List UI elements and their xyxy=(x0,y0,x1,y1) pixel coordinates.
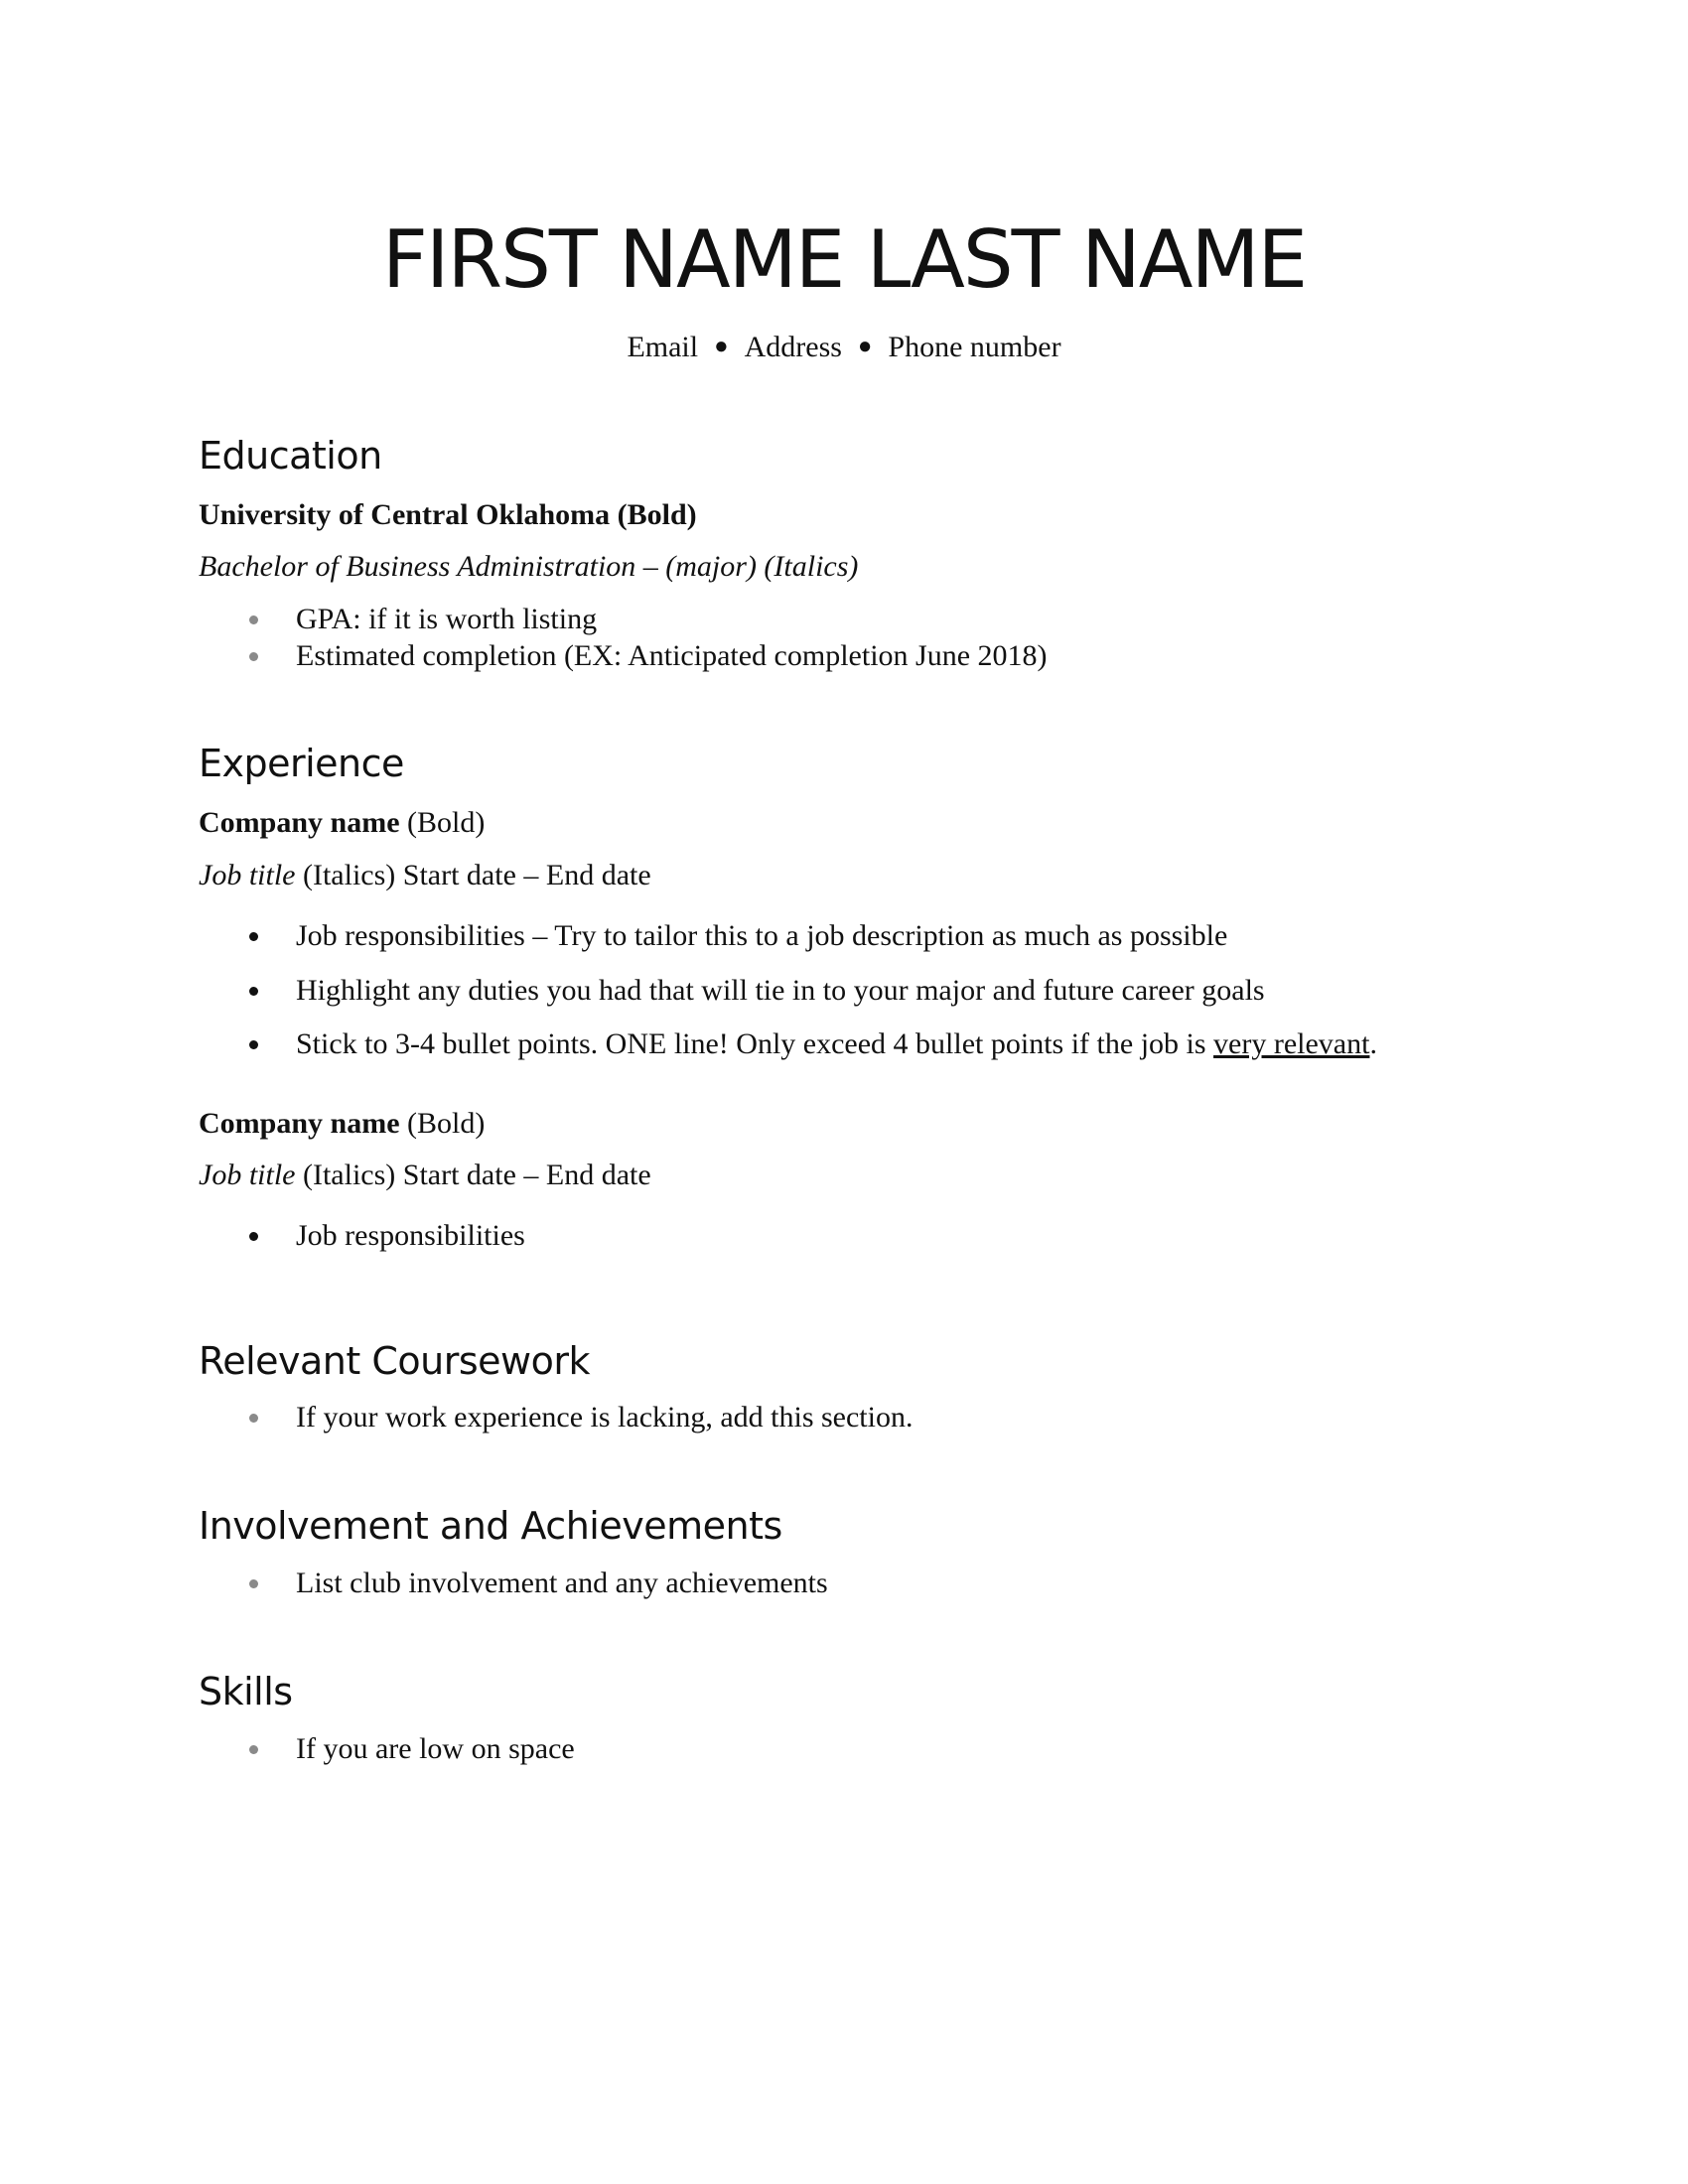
full-name: FIRST NAME LAST NAME xyxy=(381,213,1307,306)
company-line: Company name (Bold) xyxy=(199,806,486,839)
contact-address: Address xyxy=(744,331,842,363)
involvement-heading: Involvement and Achievements xyxy=(199,1504,782,1548)
contact-line xyxy=(0,333,1688,362)
job-title: Job title xyxy=(199,859,296,891)
separator-dot: ● xyxy=(714,334,729,359)
degree-line: Bachelor of Business Administration – (major) (Italics) xyxy=(199,550,859,583)
company-line: Company name (Bold) xyxy=(199,1107,486,1140)
contact-email: Email xyxy=(627,331,699,363)
job-title: Job title xyxy=(199,1159,296,1191)
list-item: List club involvement and any achievements xyxy=(296,1567,828,1599)
school-name: University of Central Oklahoma (Bold) xyxy=(199,498,697,531)
skills-heading: Skills xyxy=(199,1670,293,1713)
experience-heading: Experience xyxy=(199,742,404,785)
education-heading: Education xyxy=(199,434,382,478)
job-title-line: Job title (Italics) Start date – End date xyxy=(199,1159,651,1191)
company-name: Company name xyxy=(199,806,400,839)
list-item: Job responsibilities xyxy=(296,1219,525,1252)
coursework-heading: Relevant Coursework xyxy=(199,1339,590,1383)
list-item: Highlight any duties you had that will tie in to your major and future career goals xyxy=(296,974,1265,1007)
job-title-line: Job title (Italics) Start date – End date xyxy=(199,859,651,891)
list-item: If your work experience is lacking, add this section. xyxy=(296,1401,914,1433)
contact-phone: Phone number xyxy=(888,331,1061,363)
company-name: Company name xyxy=(199,1107,400,1140)
list-item: Estimated completion (EX: Anticipated completion June 2018) xyxy=(296,639,1048,672)
list-item: Stick to 3-4 bullet points. ONE line! Only exceed 4 bullet points if the job is very relevant. xyxy=(296,1027,1377,1060)
list-item: GPA: if it is worth listing xyxy=(296,603,598,635)
list-item: Job responsibilities – Try to tailor this to a job description as much as possible xyxy=(296,919,1228,952)
separator-dot: ● xyxy=(857,334,873,359)
list-item: If you are low on space xyxy=(296,1732,575,1765)
